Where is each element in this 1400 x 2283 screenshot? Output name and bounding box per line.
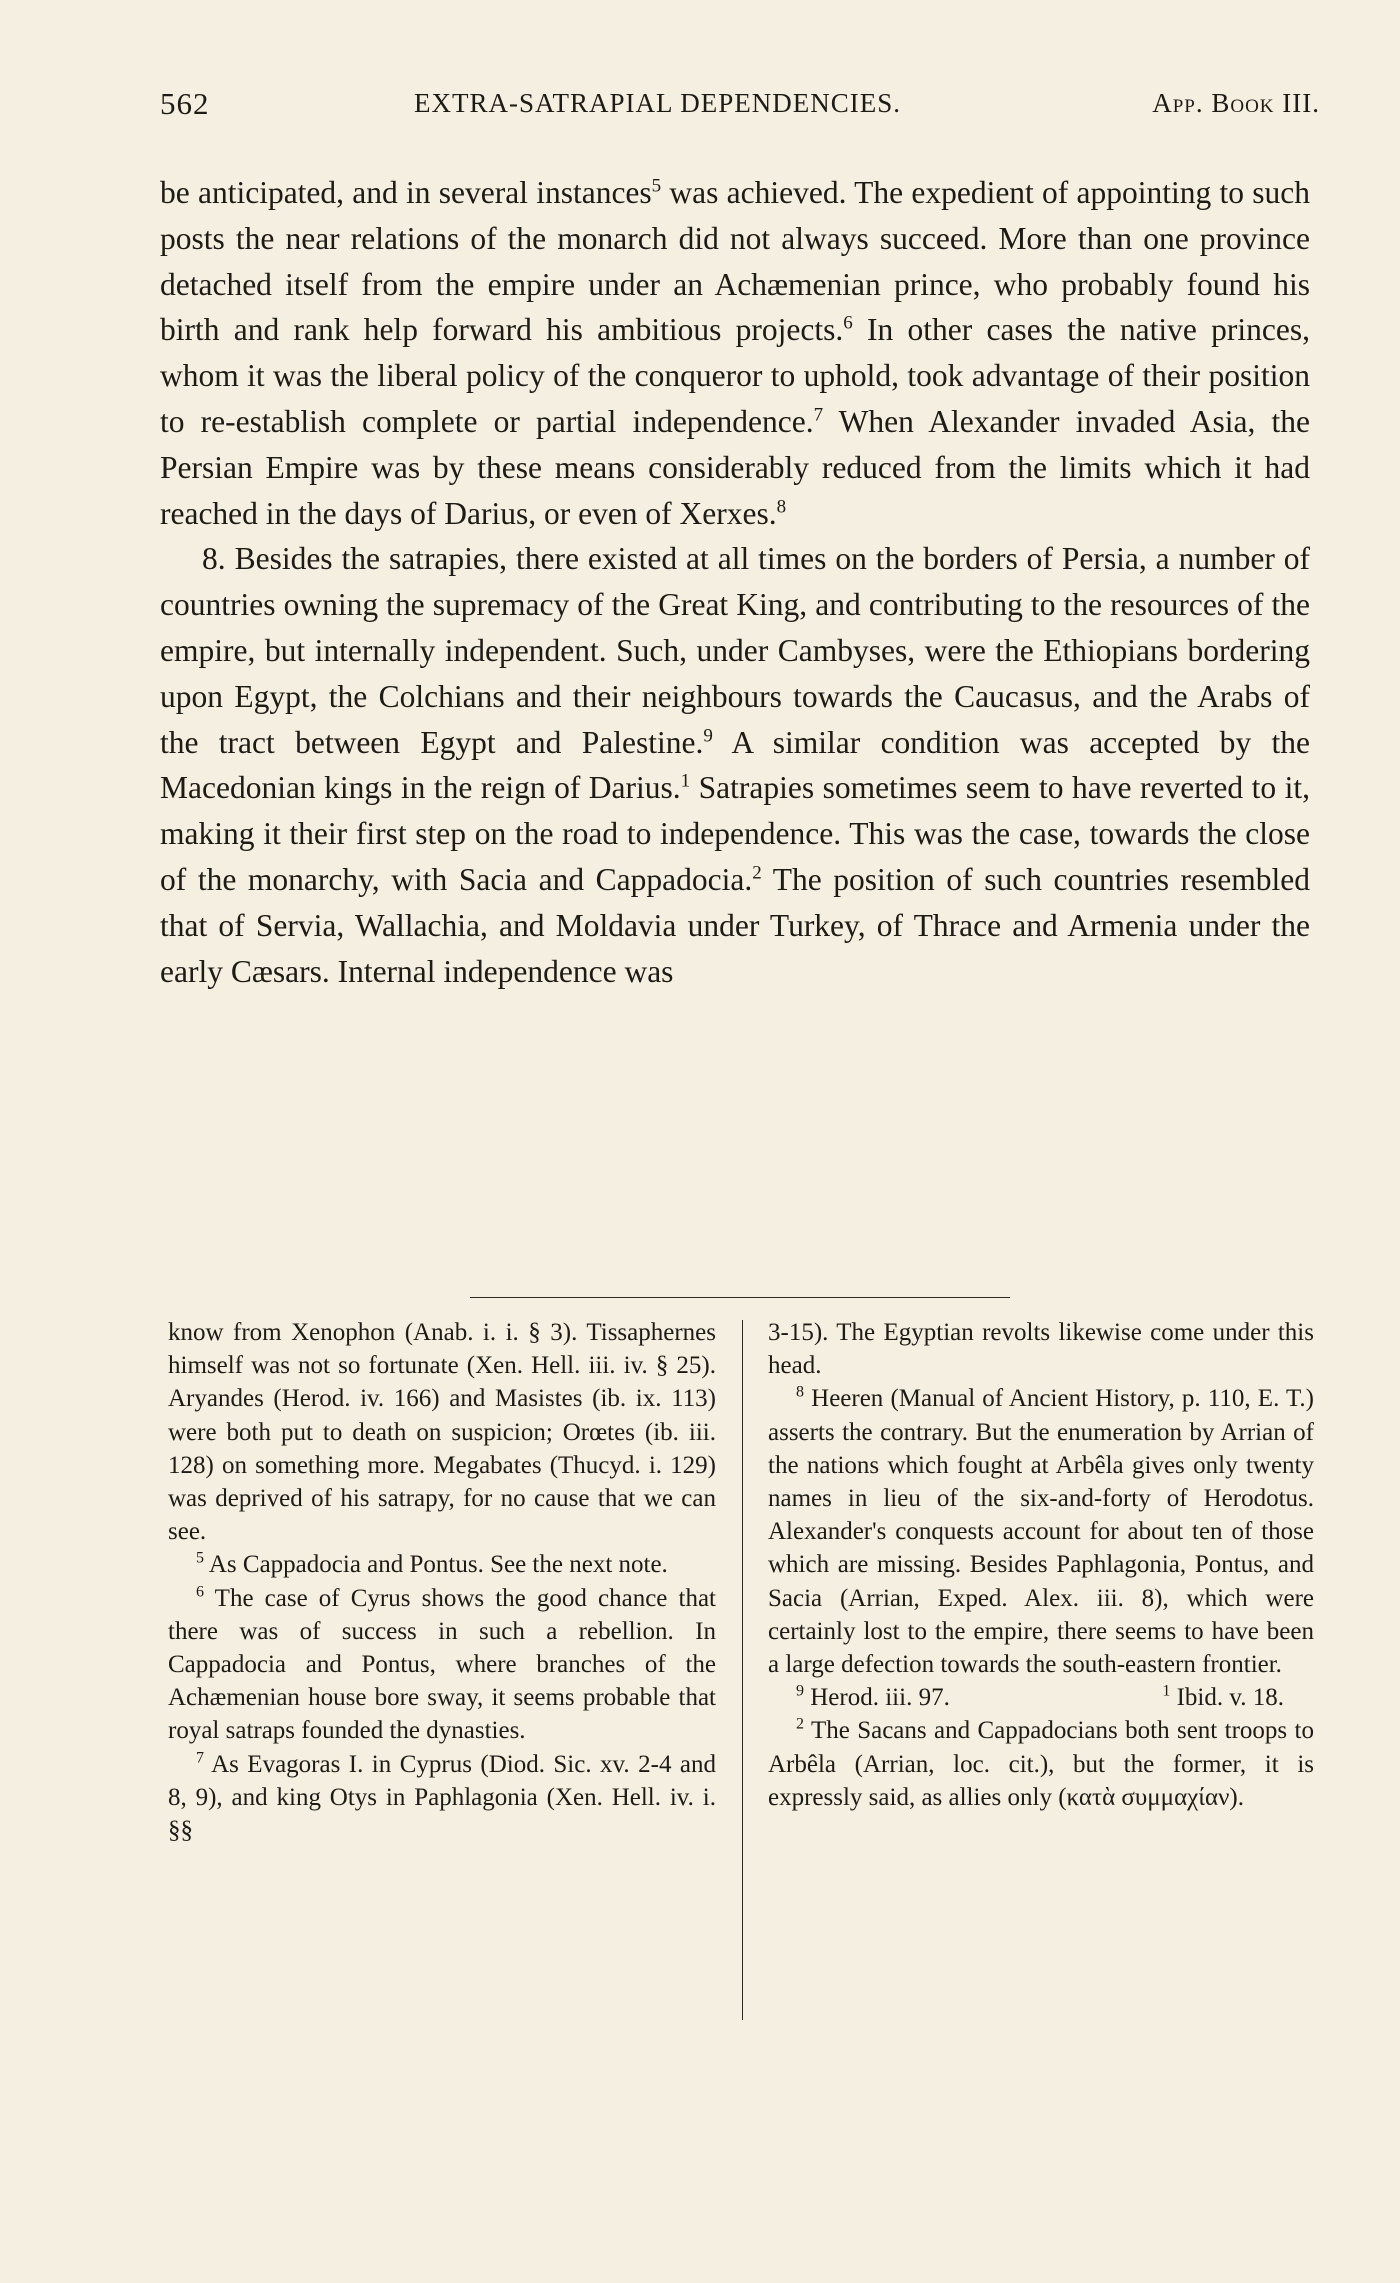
- running-header: [160, 86, 1320, 126]
- footnote-continued: know from Xenophon (Anab. i. i. § 3). Tissaphernes himself was not so fortunate (Xen. Hell. iii. iv. § 25). Aryandes (Herod. iv. 166) and Masistes (ib. ix. 113) were both put to death on suspicion; Orœtes (ib. iii. 128) on something more. Megabates (Thucyd. i. 129) was deprived of his satrapy, for no cause that we can see.: [168, 1319, 716, 1546]
- footnote-2: $^2$ The Sacans and Cappadocians both sent troops to Arbêla (Arrian, loc. cit.), but the former, it is expressly said, as allies only (κατὰ συμμαχίαν).: [768, 1716, 1314, 1811]
- column-divider: [742, 1320, 743, 2020]
- paragraph-1: be anticipated, and in several instances$^5$ was achieved. The expedient of appointing to such posts the near relations of the monarch did not always succeed. More than one province detached itself from the empire under an Achæmenian prince, who probably found his birth and rank help forward his ambitious projects.$^6$ In other cases the native princes, whom it was the liberal policy of the conqueror to uphold, took advantage of their position to re-establish complete or partial independence.$^7$ When Alexander invaded Asia, the Persian Empire was by these means considerably reduced from the limits which it had reached in the days of Darius, or even of Xerxes.$^8$: [160, 175, 1311, 531]
- footnotes-right-column: [768, 1316, 1314, 1814]
- footnote-5: $^5$ As Cappadocia and Pontus. See the next note.: [196, 1550, 668, 1579]
- footnote-9: $^9$ Herod. iii. 97.: [796, 1682, 950, 1712]
- footnote-7: $^7$ As Evagoras I. in Cyprus (Diod. Sic. xv. 2-4 and 8, 9), and king Otys in Paphlagonia (Xen. Hell. iv. i. §§: [168, 1749, 716, 1845]
- header-title: EXTRA-SATRAPIAL DEPENDENCIES.: [414, 88, 901, 118]
- footnote-6: $^6$ The case of Cyrus shows the good chance that there was of success in such a rebellion. In Cappadocia and Pontus, where branches of the Achæmenian house bore sway, it seems probable that royal satraps founded the dynasties.: [168, 1583, 716, 1745]
- page-number: 562: [160, 86, 210, 121]
- footnote-7-continued: 3-15). The Egyptian revolts likewise come under this head.: [768, 1319, 1314, 1380]
- footnotes-left-column: [168, 1316, 716, 1847]
- footnote-8: $^8$ Heeren (Manual of Ancient History, p. 110, E. T.) asserts the contrary. But the enumeration by Arrian of the nations which fought at Arbêla gives only twenty names in lieu of the six-and-forty of Herodotus. Alexander's conquests account for about ten of those which are missing. Besides Paphlagonia, Pontus, and Sacia (Arrian, Exped. Alex. iii. 8), which were certainly lost to the empire, there seems to have been a large defection towards the south-eastern frontier.: [768, 1384, 1314, 1679]
- footnote-ref-8: 8: [776, 496, 787, 518]
- footnote-ref-5: 5: [651, 175, 662, 197]
- footnote-rule: [470, 1297, 1010, 1298]
- header-section: App. Book III.: [1152, 88, 1320, 118]
- footnote-1: $^1$ Ibid. v. 18.: [1162, 1682, 1284, 1712]
- paragraph-2: 8. Besides the satrapies, there existed at all times on the borders of Persia, a number of countries owning the supremacy of the Great King, and contributing to the resources of the empire, but internally independent. Such, under Cambyses, were the Ethiopians bordering upon Egypt, the Colchians and their neighbours towards the Caucasus, and the Arabs of the tract between Egypt and Palestine.$^9$ A similar condition was accepted by the Macedonian kings in the reign of Darius.$^1$ Satrapies sometimes seem to have reverted to it, making it their first step on the road to independence. This was the case, towards the close of the monarchy, with Sacia and Cappadocia.$^2$ The position of such countries resembled that of Servia, Wallachia, and Moldavia under Turkey, of Thrace and Armenia under the early Cæsars. Internal independence was: [160, 541, 1311, 989]
- footnote-ref-9: 9: [703, 725, 713, 747]
- footnote-ref-7: 7: [813, 404, 824, 426]
- footnote-ref-6: 6: [843, 312, 853, 334]
- footnotes-9-and-1: [768, 1681, 1314, 1714]
- main-text: [160, 170, 1310, 994]
- footnote-ref-2: 2: [752, 862, 762, 884]
- footnote-ref-1: 1: [680, 770, 691, 792]
